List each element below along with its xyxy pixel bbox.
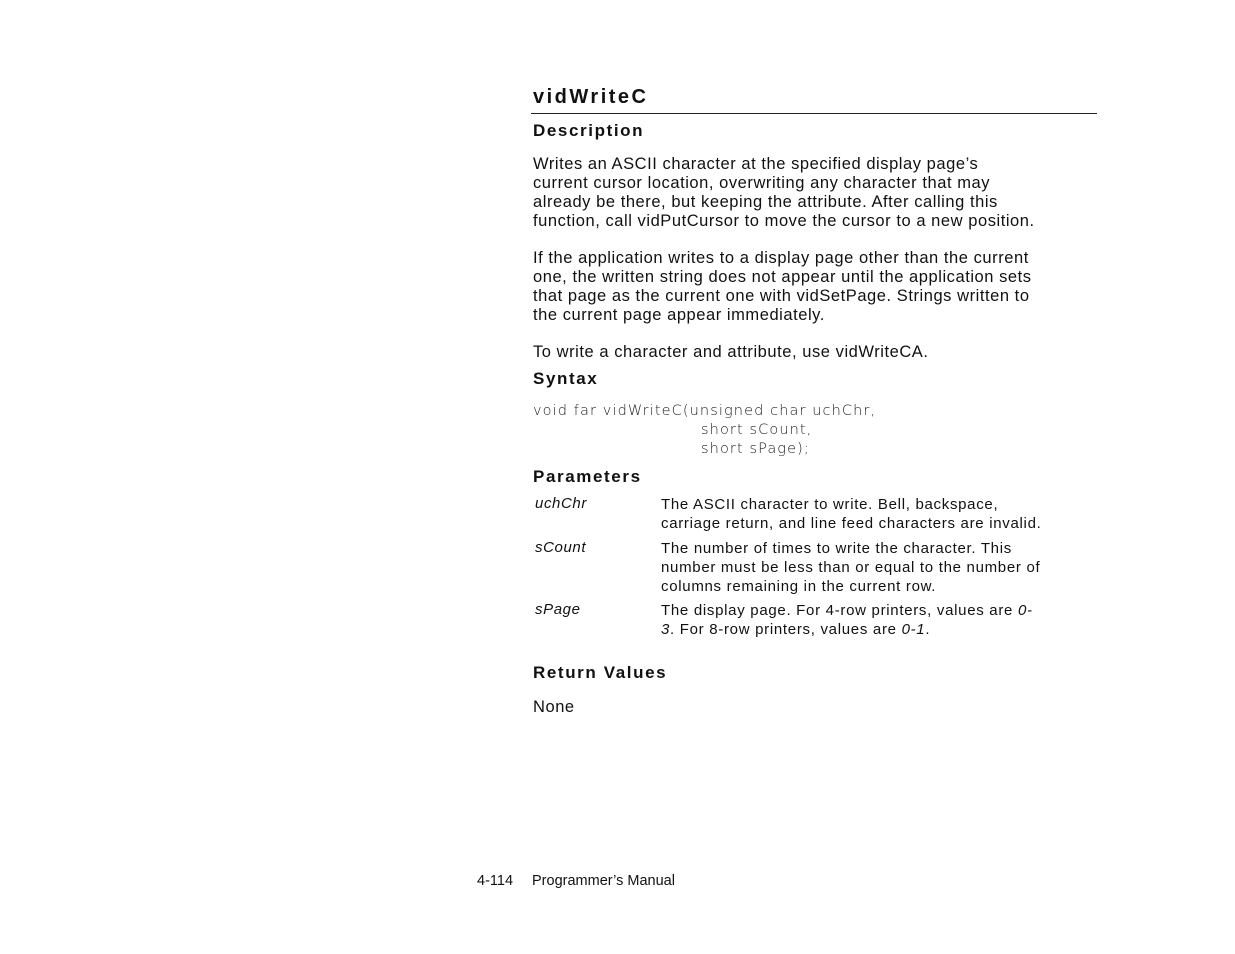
value-range: 0- (1017, 602, 1033, 619)
text-line: number must be less than or equal to the number of (661, 559, 1041, 576)
text-line: columns remaining in the current row. (661, 578, 937, 595)
value-range: 0-1 (901, 621, 926, 638)
syntax-heading: Syntax (533, 369, 599, 388)
text-run: The display page. For 4-row printers, values are (661, 602, 1018, 619)
parameter-desc-spage (661, 601, 1101, 639)
text-line: To write a character and attribute, use vidWriteCA. (533, 343, 929, 361)
text-line: If the application writes to a display page other than the current (533, 249, 1029, 267)
parameter-desc-uchchr (661, 495, 1101, 533)
text-line: The ASCII character to write. Bell, backspace, (661, 496, 999, 513)
text-line (661, 601, 1101, 620)
text-line (661, 620, 1101, 639)
text-line: one, the written string does not appear until the application sets (533, 268, 1032, 286)
return-values-heading: Return Values (533, 663, 668, 682)
syntax-code (533, 402, 876, 459)
text-line: already be there, but keeping the attribute. After calling this (533, 193, 998, 211)
parameter-name-scount: sCount (535, 539, 587, 556)
value-range: 3 (661, 621, 671, 638)
description-paragraph-2 (533, 249, 1099, 325)
parameter-desc-scount (661, 539, 1101, 596)
text-line: the current page appear immediately. (533, 306, 825, 324)
code-line: short sPage); (701, 441, 810, 457)
description-heading: Description (533, 121, 645, 140)
code-line: short sCount, (701, 422, 813, 438)
page-number: 4-114 (477, 873, 514, 889)
page-footer (477, 873, 675, 889)
text-line: function, call vidPutCursor to move the cursor to a new position. (533, 212, 1035, 230)
parameter-name-spage: sPage (535, 601, 581, 618)
text-run: . For 8-row printers, values are (670, 621, 902, 638)
description-paragraph-1 (533, 155, 1099, 231)
text-line: that page as the current one with vidSetPage. Strings written to (533, 287, 1030, 305)
parameters-heading: Parameters (533, 467, 642, 486)
description-paragraph-3 (533, 343, 1099, 362)
parameter-name-uchchr: uchChr (535, 495, 587, 512)
text-line: current cursor location, overwriting any character that may (533, 174, 991, 192)
function-title: vidWriteC (533, 86, 649, 108)
return-values-text (533, 698, 1099, 717)
title-divider (531, 113, 1097, 114)
text-line: carriage return, and line feed characters are invalid. (661, 515, 1042, 532)
text-line: Writes an ASCII character at the specified display page’s (533, 155, 979, 173)
text-run: . (925, 621, 931, 638)
text-line: The number of times to write the character. This (661, 540, 1012, 557)
code-line: void far vidWriteC(unsigned char uchChr, (533, 403, 877, 419)
manual-title: Programmer’s Manual (532, 873, 675, 889)
text-line: None (533, 698, 575, 716)
